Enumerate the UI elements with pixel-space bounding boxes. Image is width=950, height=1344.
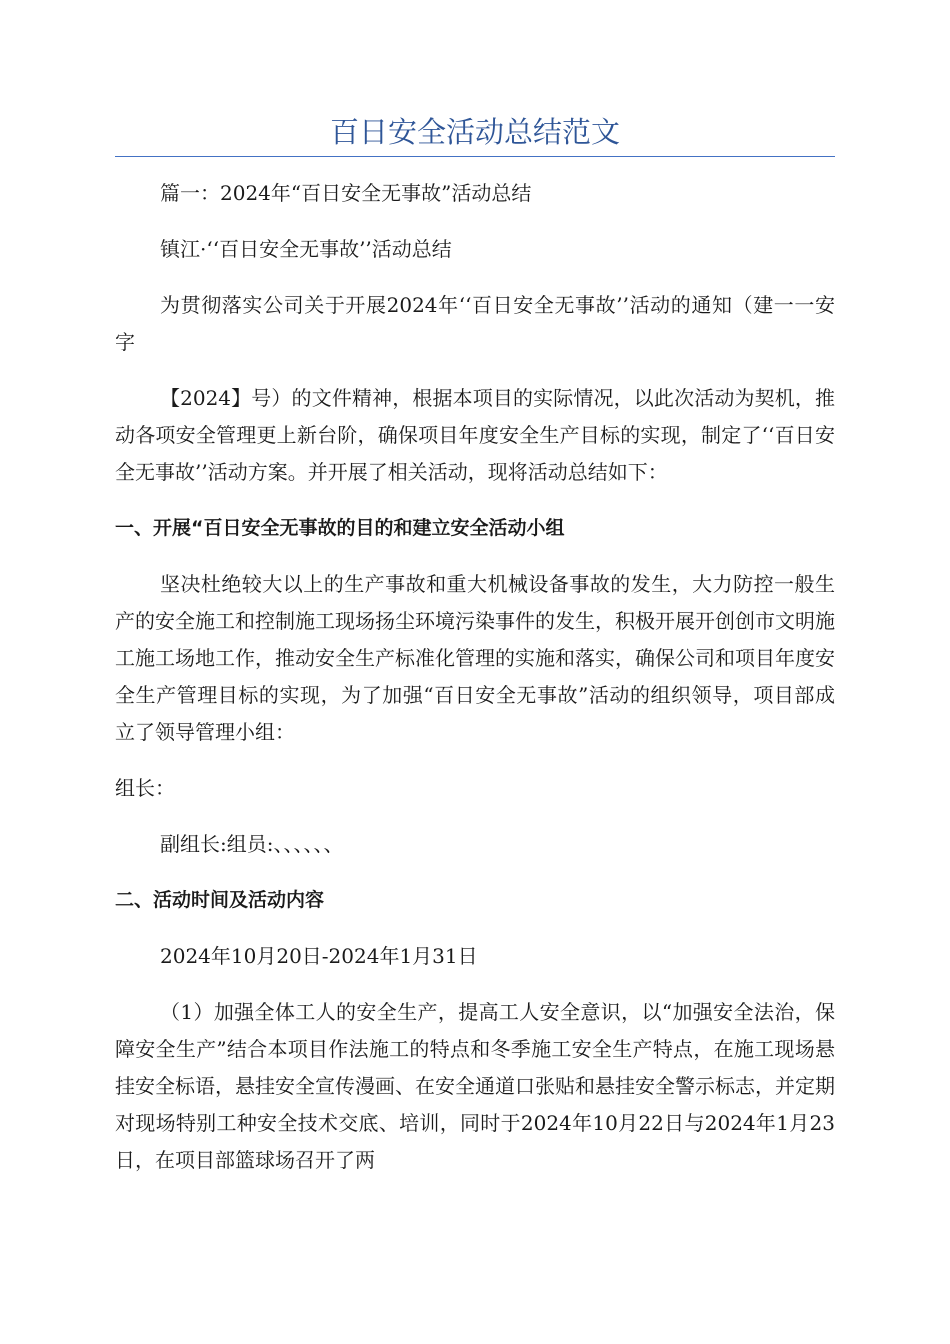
paragraph-leader: 组长：: [115, 776, 175, 800]
section-heading-two: 二、活动时间及活动内容: [115, 889, 325, 911]
section-heading-one: 一、开展“百日安全无事故的目的和建立安全活动小组: [115, 517, 565, 539]
paragraph-period: 2024年10月20日-2024年1月31日: [160, 944, 478, 968]
paragraph-content-one: （1）加强全体工人的安全生产，提高工人安全意识，以“加强安全法治，保障安全生产”结合本项目作法施工的特点和冬季施工安全生产特点，在施工现场悬挂安全标语，悬挂安全宣传漫画、在安全通道口张贴和悬挂安全警示标志，并定期对现场特别工种安全技术交底、培训，同时于2024年10月22日与2024年1月23日，在项目部篮球场召开了两: [115, 1000, 835, 1172]
paragraph-goals: 坚决杜绝较大以上的生产事故和重大机械设备事故的发生，大力防控一般生产的安全施工和控制施工现场扬尘环境污染事件的发生，积极开展开创创市文明施工施工场地工作，推动安全生产标准化管理的实施和落实，确保公司和项目年度安全生产管理目标的实现，为了加强“百日安全无事故”活动的组织领导，项目部成立了领导管理小组：: [115, 572, 835, 744]
document-page: [115, 112, 835, 1179]
subtitle-article-one: 篇一：2024年“百日安全无事故”活动总结: [160, 181, 532, 205]
paragraph-members: 副组长:组员:、、、、、、: [160, 832, 344, 856]
subtitle-zhenjiang: 镇江·‘‘百日安全无事故’’活动总结: [160, 237, 452, 261]
paragraph-intro: 为贯彻落实公司关于开展2024年‘‘百日安全无事故’’活动的通知（建一一安字: [115, 293, 835, 354]
document-title: 百日安全活动总结范文: [115, 112, 835, 157]
paragraph-purpose: 【2024】号）的文件精神，根据本项目的实际情况，以此次活动为契机，推动各项安全管理更上新台阶，确保项目年度安全生产目标的实现，制定了‘‘百日安全无事故’’活动方案。并开展了相关活动，现将活动总结如下：: [115, 386, 835, 484]
